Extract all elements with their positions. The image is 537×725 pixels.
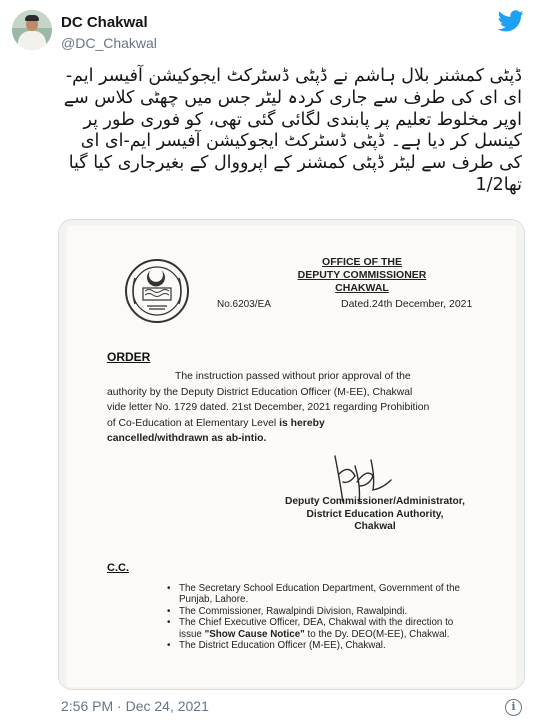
author-name[interactable]: DC Chakwal — [61, 14, 148, 31]
order-heading: ORDER — [107, 350, 151, 364]
order-line-4-bold: is hereby — [279, 417, 325, 429]
office-line-3: CHAKWAL — [335, 282, 389, 294]
order-body — [107, 369, 479, 447]
order-line-2: authority by the Deputy District Education Officer (M-EE), Chakwal — [107, 386, 413, 398]
scanned-letter — [67, 226, 516, 687]
info-icon[interactable]: i — [505, 699, 522, 716]
tweet-text: ڈپٹی کمشنر بلال ہاشم نے ڈپٹی ڈسٹرکٹ ایجوکیشن آفیسر ایم-ای ای کی طرف سے جاری کردہ لیٹر جس میں چھٹی کلاس سے اوپر مخلوط تعلیم پر پابندی لگائی گئی تھی، کو فوری طور پر کینسل کر دیا ہے۔ ڈپٹی ڈسٹرکٹ ایجوکیشن آفیسر ایم-ای ای کی طرف سے لیٹر ڈپٹی کمشنر کے اپرووال کے بغیرجاری کیا گیا تھا1/2 — [63, 66, 522, 195]
cc-item: • The Commissioner, Rawalpindi Division, Rawalpindi. — [167, 606, 467, 617]
cc-item-text: to the Dy. DEO(M-EE), Chakwal. — [307, 628, 450, 640]
order-line-5-bold: cancelled/withdrawn as ab-intio. — [107, 433, 267, 445]
twitter-bird-icon[interactable] — [498, 10, 524, 32]
cc-item: • The District Education Officer (M-EE), Chakwal. — [167, 640, 467, 651]
cc-heading: C.C. — [107, 562, 129, 574]
cc-item-text: The Chief Executive Officer, DEA, Chakwal with the direction to issue — [179, 617, 454, 640]
cc-item: • The Secretary School Education Department, Government of the Punjab, Lahore. — [167, 583, 467, 606]
signatory-title: Deputy Commissioner/Administrator, — [284, 496, 465, 507]
show-cause-notice-text: "Show Cause Notice" — [204, 628, 305, 640]
signature-block — [265, 496, 485, 534]
signatory-location: Chakwal — [354, 521, 396, 532]
office-line-2: DEPUTY COMMISSIONER — [297, 269, 427, 281]
signatory-authority: District Education Authority, — [306, 508, 444, 520]
cc-item — [167, 617, 467, 640]
order-line-3: vide letter No. 1729 dated. 21st December, 2021 regarding Prohibition — [107, 402, 430, 414]
office-heading — [267, 256, 457, 295]
tweet-image[interactable] — [58, 219, 525, 690]
punjab-government-logo-icon — [123, 258, 191, 324]
author-avatar[interactable] — [12, 10, 52, 50]
cc-list — [167, 583, 467, 651]
reference-number: No.6203/EA — [217, 299, 271, 310]
order-line-4 — [107, 416, 479, 432]
order-line-1: The instruction passed without prior approval of the — [175, 371, 411, 382]
order-line-4-plain: of Co-Education at Elementary Level — [107, 417, 277, 429]
tweet-timestamp[interactable]: 2:56 PM · Dec 24, 2021 — [61, 698, 209, 714]
order-line-5 — [107, 431, 479, 447]
office-line-1: OFFICE OF THE — [322, 256, 402, 268]
author-handle[interactable]: @DC_Chakwal — [61, 35, 157, 51]
letter-date: Dated.24th December, 2021 — [341, 298, 473, 310]
